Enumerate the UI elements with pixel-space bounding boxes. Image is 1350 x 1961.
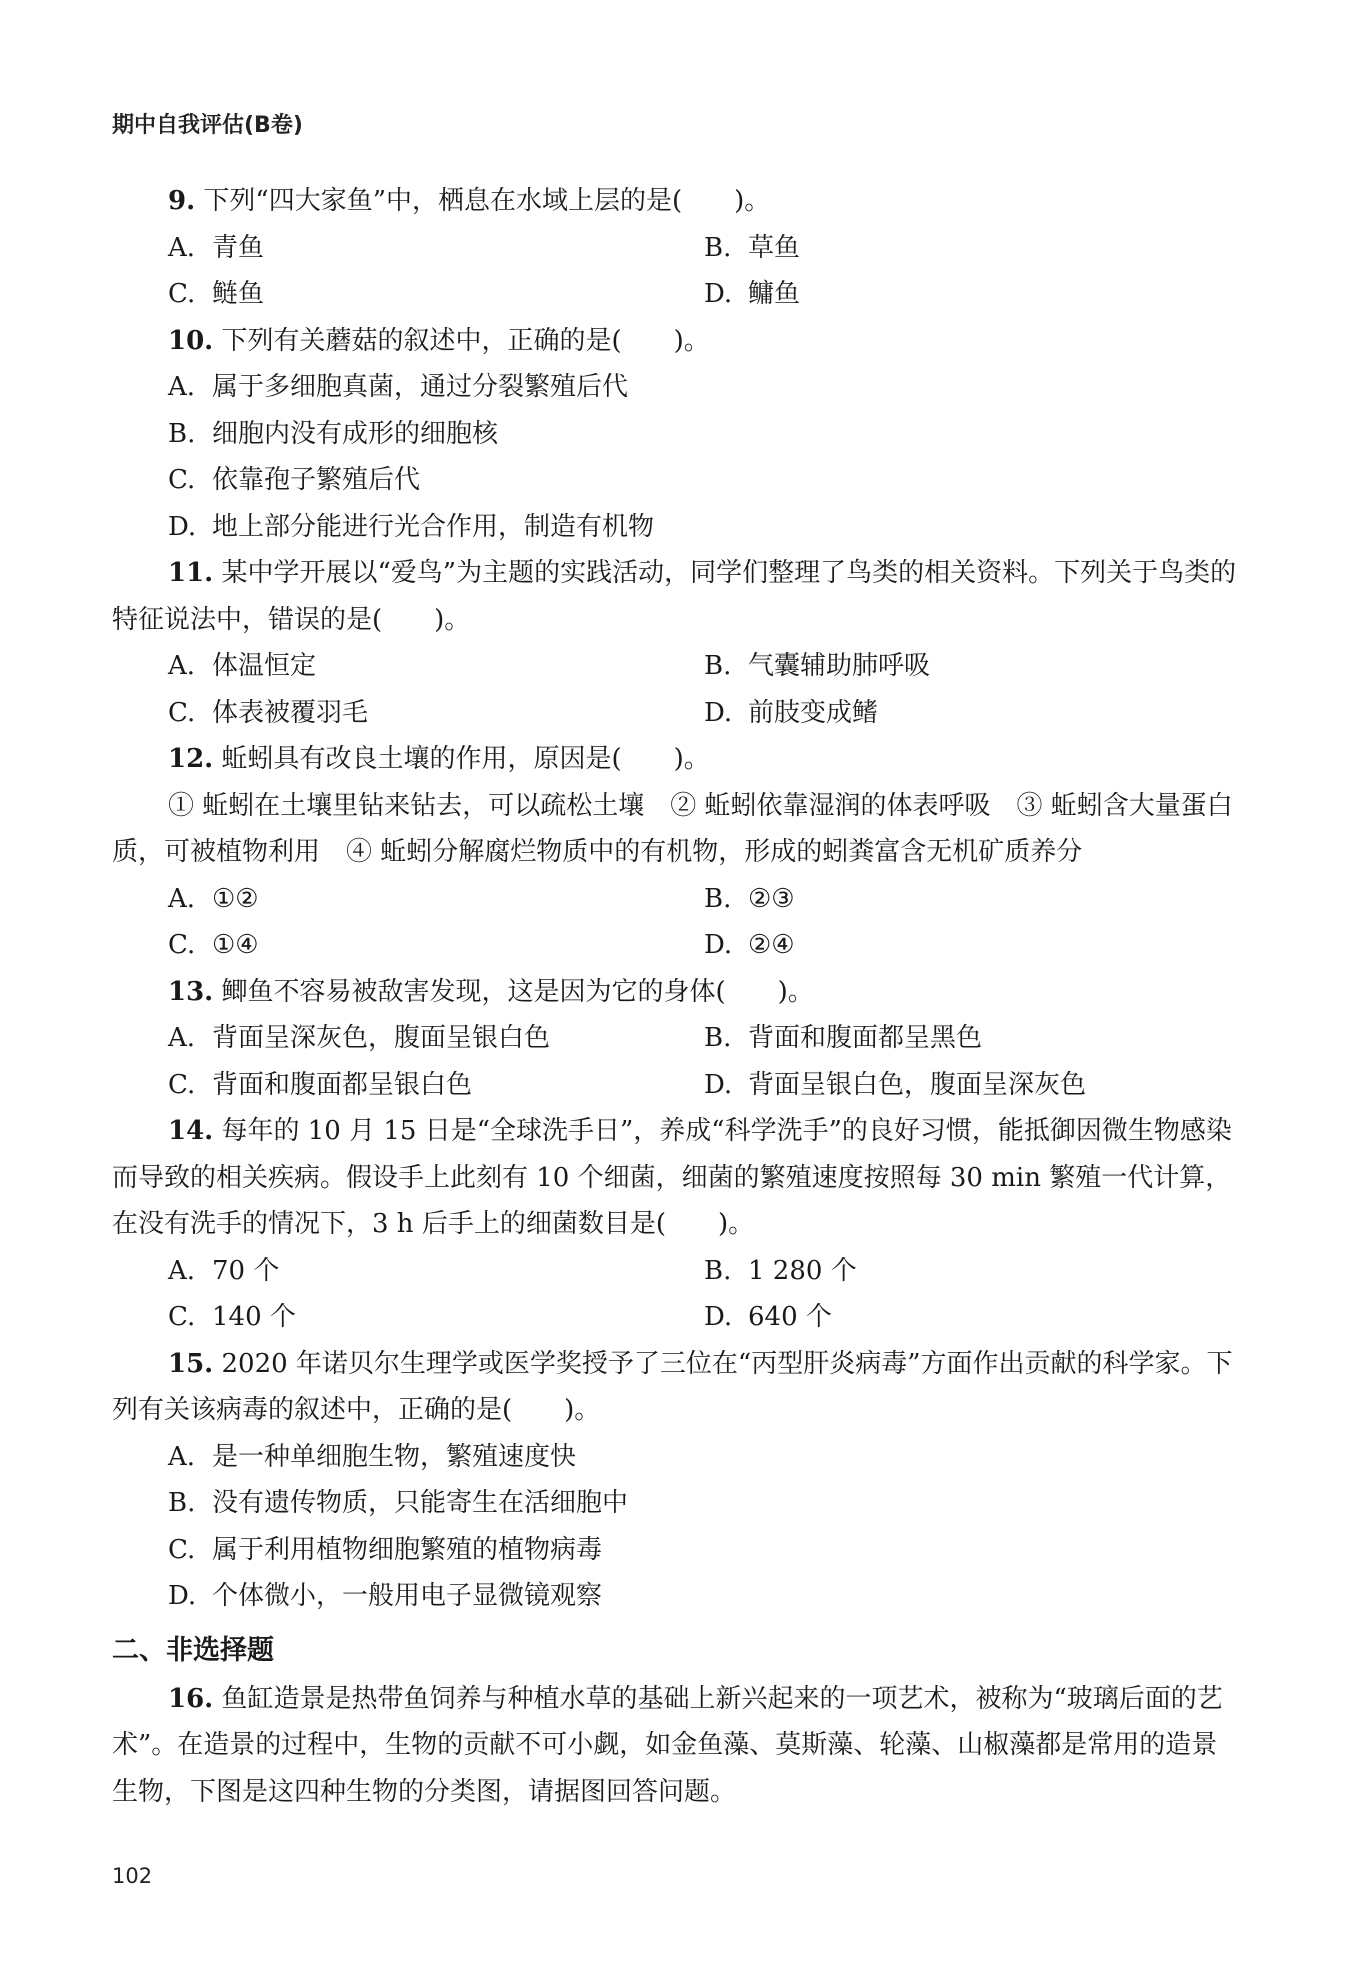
question-number: 12. [168,744,214,774]
question-12 [112,736,1240,783]
question-text: 某中学开展以“爱鸟”为主题的实践活动，同学们整理了鸟类的相关资料。下列关于鸟类的特征说法中，错误的是( )。 [112,558,1237,635]
section-title: 二、非选择题 [112,1634,274,1666]
option-a: A. 属于多细胞真菌，通过分裂繁殖后代 [168,372,629,402]
option-c: C. 鲢鱼 [168,279,265,309]
options-11 [112,643,1240,736]
options-14 [112,1248,1240,1341]
option-b: B. 气囊辅助肺呼吸 [704,651,931,681]
option-a: A. 背面呈深灰色，腹面呈银白色 [168,1023,551,1053]
options-9 [112,225,1240,318]
question-number: 16. [168,1683,214,1714]
question-text: 每年的 10 月 15 日是“全球洗手日”，养成“科学洗手”的良好习惯，能抵御因微生物感染而导致的相关疾病。假设手上此刻有 10 个细菌，细菌的繁殖速度按照每 30 min 繁殖一代计算，在没有洗手的情况下，3 h 后手上的细菌数目是( )。 [112,1116,1232,1239]
option-a: A. ①② [168,883,259,914]
options-13 [112,1015,1240,1108]
question-number: 9. [168,186,196,216]
option-d: D. 地上部分能进行光合作用，制造有机物 [168,511,655,542]
option-b: B. 草鱼 [704,232,801,263]
option-c: C. 140 个 [168,1302,296,1332]
page-content [112,178,1240,1815]
options-12 [112,876,1240,969]
options-10 [112,364,1240,550]
question-text: 鱼缸造景是热带鱼饲养与种植水草的基础上新兴起来的一项艺术，被称为“玻璃后面的艺术”。在造景的过程中，生物的贡献不可小觑，如金鱼藻、莫斯藻、轮藻、山椒藻都是常用的造景生物，下图是这四种生物的分类图，请据图回答问题。 [112,1683,1223,1807]
question-number: 13. [168,976,214,1007]
question-10 [112,318,1240,365]
question-12-statements: ① 蚯蚓在土壤里钻来钻去，可以疏松土壤 ② 蚯蚓依靠湿润的体表呼吸 ③ 蚯蚓含大量蛋白质，可被植物利用 ④ 蚯蚓分解腐烂物质中的有机物，形成的蚓粪富含无机矿质养分 [112,790,1233,867]
option-b: B. 背面和腹面都呈黑色 [704,1023,983,1053]
question-text: 下列有关蘑菇的叙述中，正确的是( )。 [221,325,710,356]
option-d: D. 个体微小，一般用电子显微镜观察 [168,1581,603,1611]
option-b: B. 没有遗传物质，只能寄生在活细胞中 [168,1488,629,1518]
option-b: B. ②③ [704,883,795,914]
question-number: 15. [168,1348,214,1379]
question-9 [112,178,1240,225]
question-13 [112,969,1240,1016]
option-d: D. 鳙鱼 [704,279,801,309]
option-a: A. 体温恒定 [168,651,317,681]
option-a: A. 是一种单细胞生物，繁殖速度快 [168,1441,577,1472]
option-d: D. 背面呈银白色，腹面呈深灰色 [704,1069,1087,1100]
option-d: D. 前肢变成鳍 [704,697,879,728]
options-15 [112,1434,1240,1620]
option-c: C. 背面和腹面都呈银白色 [168,1069,473,1100]
question-15 [112,1341,1240,1434]
question-14 [112,1108,1240,1248]
option-b: B. 细胞内没有成形的细胞核 [168,418,499,449]
question-number: 14. [168,1116,214,1146]
option-c: C. 属于利用植物细胞繁殖的植物病毒 [168,1534,603,1565]
option-b: B. 1 280 个 [704,1255,857,1286]
option-a: A. 青鱼 [168,232,265,263]
page-header: 期中自我评估(B卷) [112,113,303,138]
option-c: C. 体表被覆羽毛 [168,697,369,728]
question-11 [112,550,1240,643]
question-number: 11. [168,558,214,588]
question-text: 2020 年诺贝尔生理学或医学奖授予了三位在“丙型肝炎病毒”方面作出贡献的科学家。下列有关该病毒的叙述中，正确的是( )。 [112,1348,1233,1425]
question-text: 下列“四大家鱼”中，栖息在水域上层的是( )。 [203,186,771,216]
question-number: 10. [168,325,214,356]
page-number: 102 [112,1864,153,1888]
question-text: 鲫鱼不容易被敌害发现，这是因为它的身体( )。 [221,976,814,1007]
option-c: C. ①④ [168,930,259,960]
option-d: D. ②④ [704,930,795,960]
option-c: C. 依靠孢子繁殖后代 [168,465,421,495]
option-d: D. 640 个 [704,1302,832,1332]
option-a: A. 70 个 [168,1255,280,1286]
question-text: 蚯蚓具有改良土壤的作用，原因是( )。 [221,744,710,774]
question-16 [112,1676,1240,1816]
